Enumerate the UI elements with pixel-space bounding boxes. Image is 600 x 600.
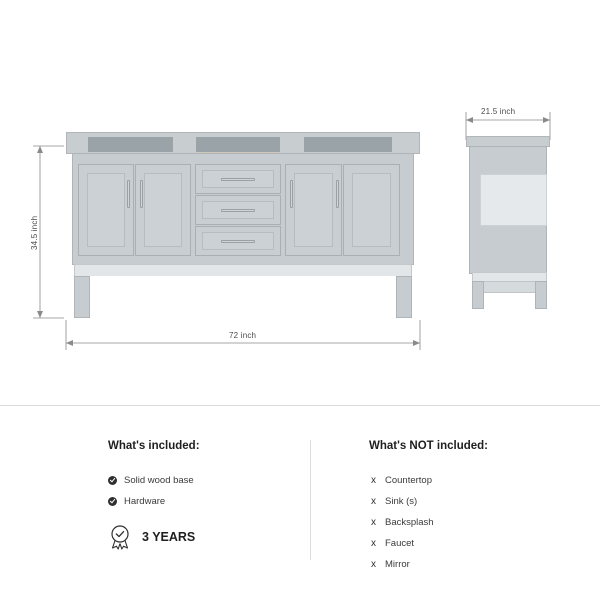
list-item (369, 512, 434, 533)
cabinet-top-cutout-right (304, 137, 392, 152)
cabinet-door-right-inner (285, 164, 342, 256)
check-circle-icon (108, 497, 117, 506)
door-handle-icon (336, 180, 339, 208)
check-circle-icon (108, 476, 117, 485)
door-panel (294, 173, 333, 247)
included-list (108, 470, 194, 512)
not-included-list (369, 470, 434, 575)
not-included-item-label: Mirror (385, 559, 410, 570)
cabinet-leg-left (74, 276, 90, 318)
not-included-item-label: Backsplash (385, 517, 434, 528)
x-mark-icon: x (371, 475, 376, 486)
cabinet-door-right-outer (343, 164, 400, 256)
cabinet-top-cutout-center (196, 137, 280, 152)
warranty-label: 3 YEARS (142, 530, 196, 544)
not-included-item-label: Countertop (385, 475, 433, 486)
list-item (369, 533, 434, 554)
cabinet-leg-right (396, 276, 412, 318)
door-handle-icon (140, 180, 143, 208)
x-mark-icon: x (371, 538, 376, 549)
cabinet-top-cutout-left (88, 137, 173, 152)
side-leg-left (472, 281, 484, 309)
cabinet-door-left-outer (78, 164, 134, 256)
not-included-item-label: Sink (s) (385, 496, 418, 507)
included-item-label: Solid wood base (124, 475, 194, 486)
included-item-label: Hardware (124, 496, 166, 507)
x-mark-icon: x (371, 496, 376, 507)
door-panel (144, 173, 182, 247)
list-item (108, 470, 194, 491)
list-item (369, 470, 434, 491)
front-height-dimension-label: 34.5 inch (30, 215, 39, 250)
vanity-side-view (466, 136, 550, 312)
drawer-handle-icon (221, 240, 255, 243)
drawer-handle-icon (221, 178, 255, 181)
door-panel (87, 173, 125, 247)
x-mark-icon: x (371, 559, 376, 570)
vanity-front-view (66, 132, 420, 328)
cabinet-toe-recess (90, 276, 396, 316)
cabinet-door-left-inner (135, 164, 191, 256)
x-mark-icon: x (371, 517, 376, 528)
door-handle-icon (290, 180, 293, 208)
side-leg-right (535, 281, 547, 309)
section-divider (0, 405, 600, 406)
side-open-cavity (480, 174, 547, 226)
warranty-badge (108, 524, 195, 550)
front-width-dimension-label: 72 inch (229, 331, 257, 340)
column-divider (310, 440, 311, 560)
door-panel (352, 173, 391, 247)
list-item (369, 554, 434, 575)
award-ribbon-icon (108, 524, 132, 550)
list-item (108, 491, 194, 512)
not-included-heading: What's NOT included: (369, 440, 489, 452)
included-heading: What's included: (108, 440, 200, 452)
door-handle-icon (127, 180, 130, 208)
side-depth-dimension-label: 21.5 inch (481, 107, 516, 116)
drawer-handle-icon (221, 209, 255, 212)
not-included-item-label: Faucet (385, 538, 415, 549)
list-item (369, 491, 434, 512)
